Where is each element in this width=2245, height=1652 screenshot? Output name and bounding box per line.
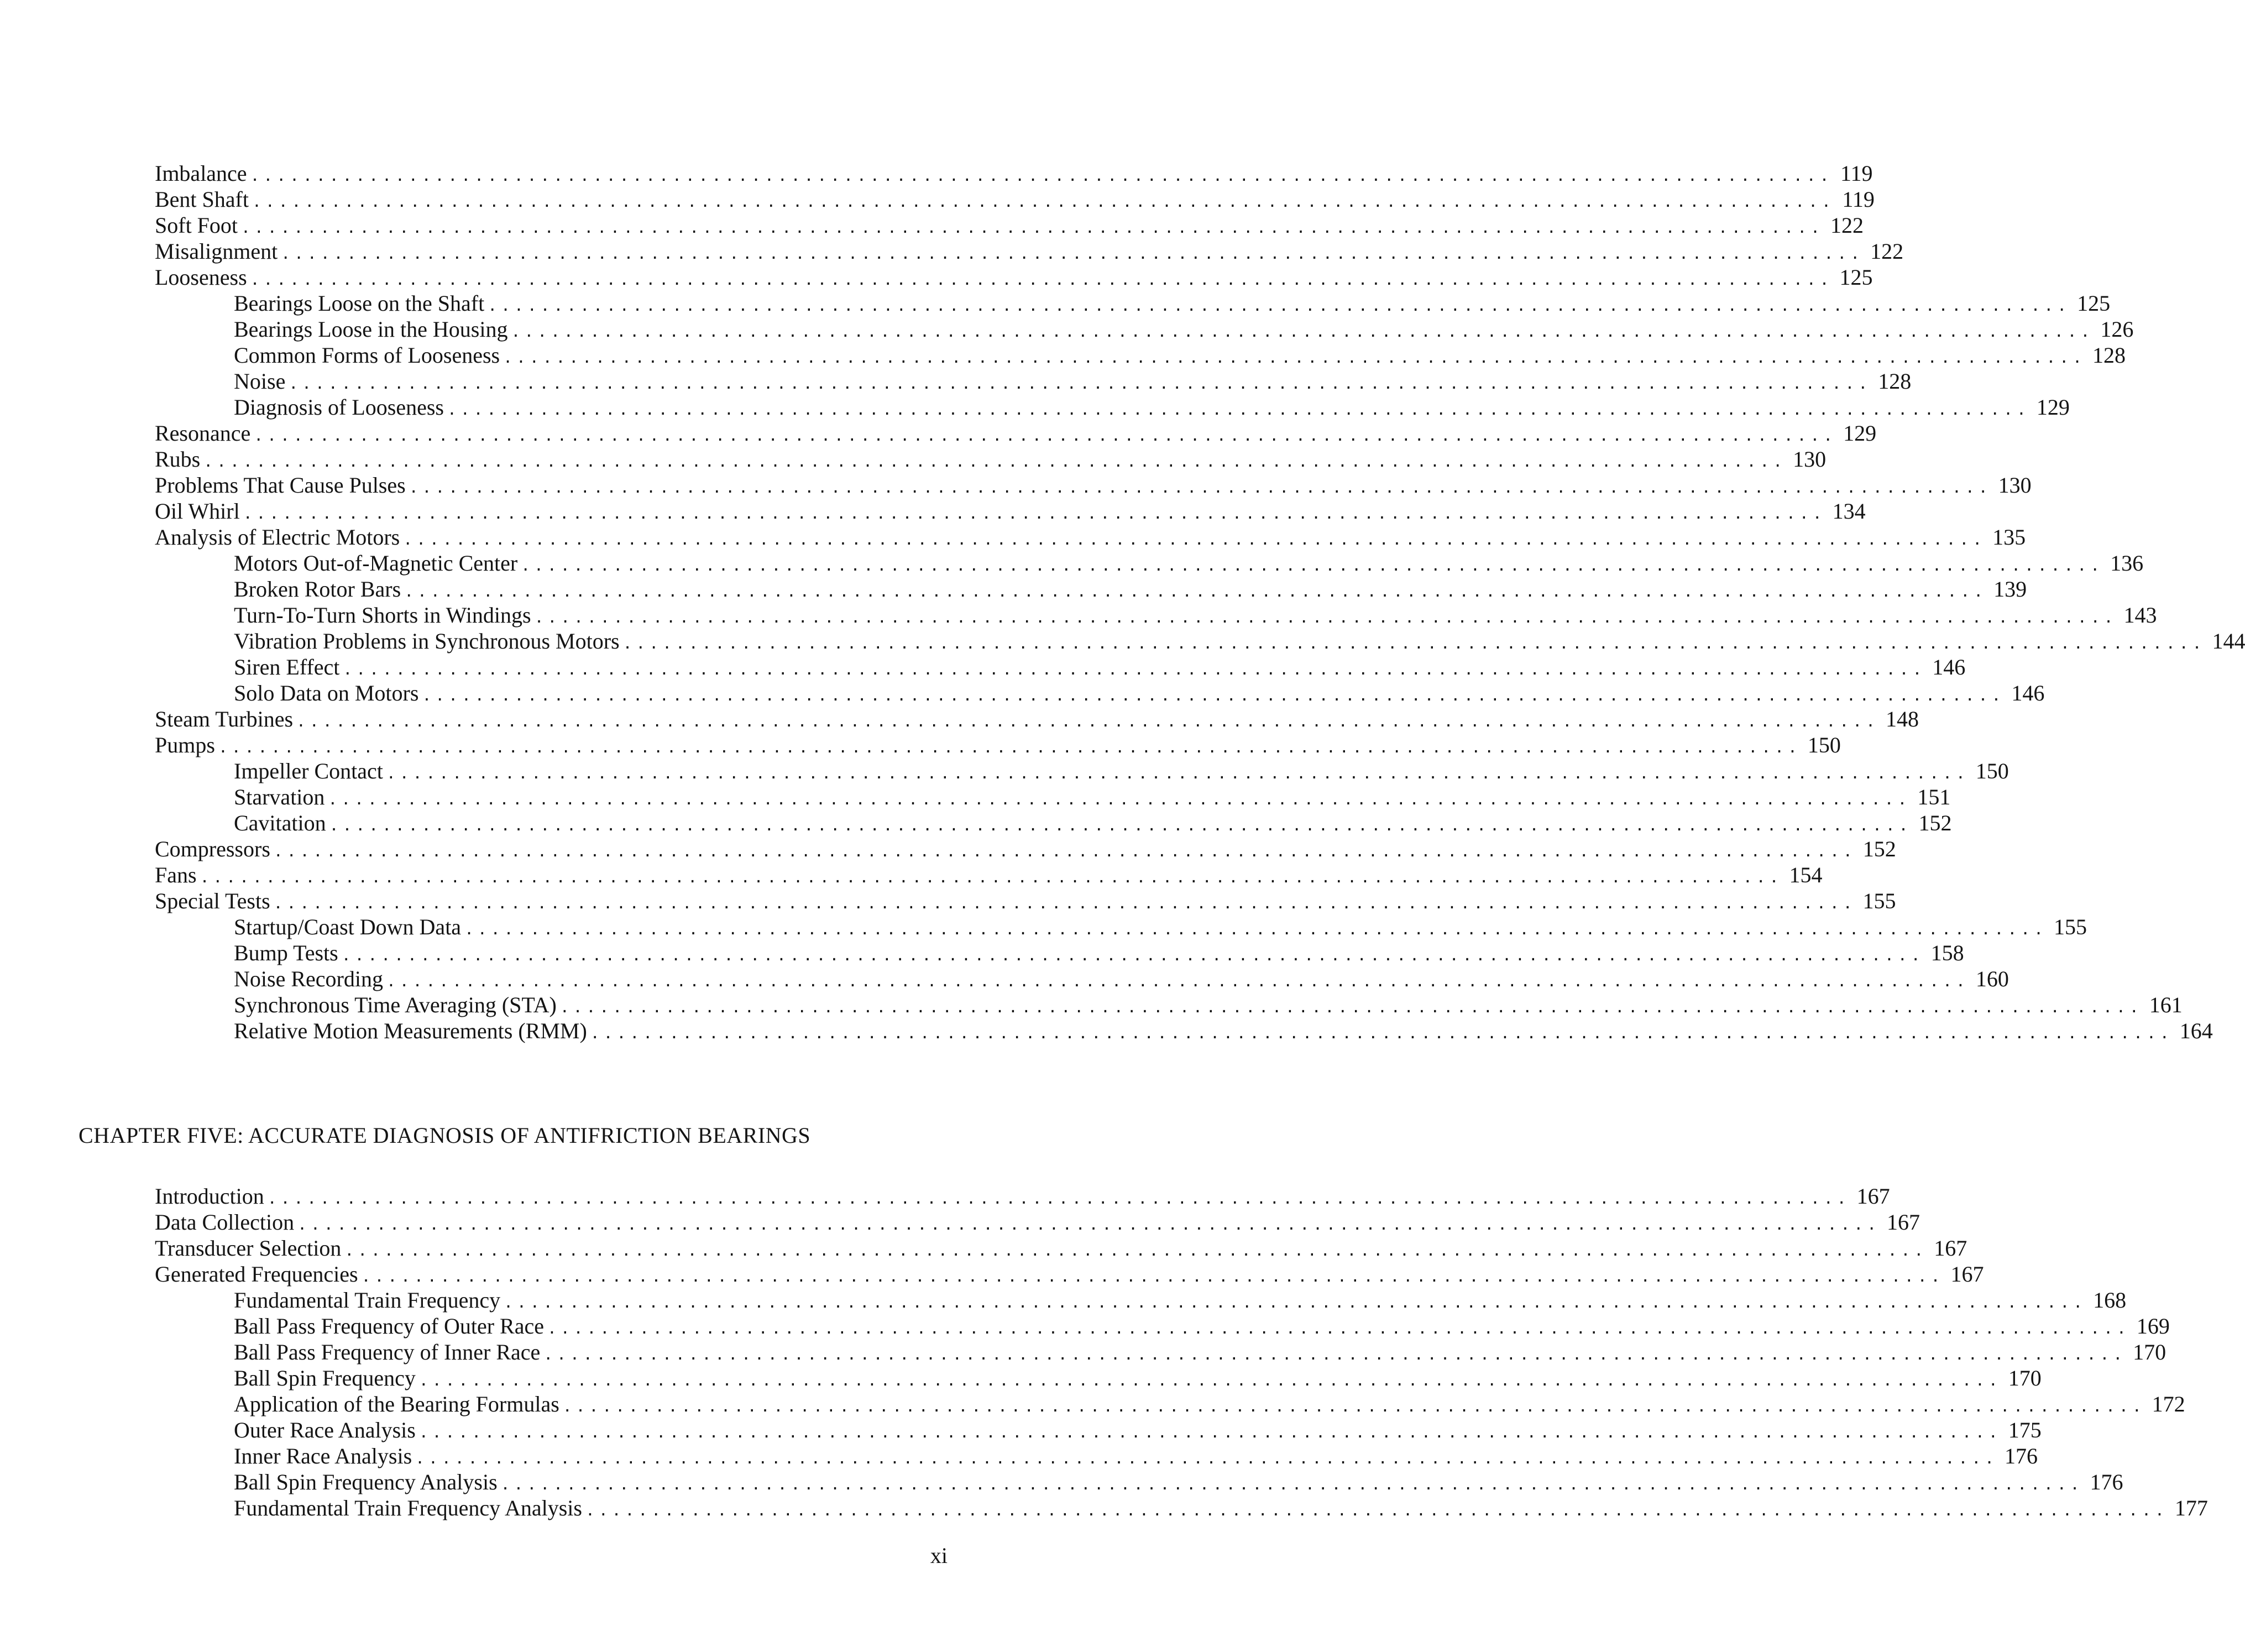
toc-entry: [155, 784, 1951, 810]
toc-entry-page: 170: [2133, 1340, 2166, 1365]
toc-entry-page: 150: [1975, 759, 2009, 783]
toc-entry-page: 139: [1993, 577, 2027, 602]
toc-entry-title: Broken Rotor Bars: [234, 577, 401, 602]
toc-entry-title: Rubs: [155, 447, 201, 472]
dot-leader: ........................................................................................................................: [296, 712, 1879, 730]
toc-entry: [155, 186, 1875, 212]
toc-entry-title: Turn-To-Turn Shorts in Windings: [234, 603, 531, 628]
dot-leader: ........................................................................................................................: [418, 1371, 2002, 1389]
toc-entry: [155, 1209, 1920, 1235]
toc-entry-page: 119: [1842, 187, 1875, 212]
toc-entry: [155, 368, 1912, 394]
toc-entry-title: Motors Out-of-Magnetic Center: [234, 551, 518, 576]
toc-entry-page: 164: [2179, 1018, 2213, 1043]
dot-leader: ........................................................................................................................: [562, 1397, 2145, 1415]
dot-leader: ........................................................................................................................: [329, 816, 1912, 834]
dot-leader: ........................................................................................................................: [386, 764, 1969, 782]
toc-entry: [155, 316, 2134, 342]
toc-entry-title: Ball Spin Frequency Analysis: [234, 1470, 498, 1494]
toc-entry-title: Ball Pass Frequency of Outer Race: [234, 1314, 544, 1339]
dot-leader: ........................................................................................................................: [289, 374, 1872, 393]
dot-leader: ........................................................................................................................: [622, 634, 2206, 652]
dot-leader: ........................................................................................................................: [500, 1475, 2084, 1493]
dot-leader: ........................................................................................................................: [273, 842, 1856, 860]
toc-entry-page: 158: [1930, 940, 1964, 965]
toc-entry: [155, 524, 2026, 550]
toc-entry-page: 129: [1843, 421, 1877, 446]
toc-entry-page: 154: [1789, 862, 1823, 887]
toc-entry-page: 135: [1992, 525, 2026, 550]
toc-entry-title: Startup/Coast Down Data: [234, 914, 462, 939]
dot-leader: ........................................................................................................................: [543, 1345, 2127, 1363]
toc-entry: [155, 160, 1873, 186]
dot-leader: ........................................................................................................................: [203, 452, 1787, 470]
dot-leader: ........................................................................................................................: [422, 686, 2005, 704]
toc-entry: [155, 862, 1823, 888]
toc-entry-title: Synchronous Time Averaging (STA): [234, 992, 557, 1017]
dot-leader: ........................................................................................................................: [590, 1024, 2173, 1042]
toc-entry-title: Application of the Bearing Formulas: [234, 1392, 559, 1416]
toc-entry-page: 167: [1934, 1236, 1967, 1261]
dot-leader: ........................................................................................................................: [297, 1215, 1881, 1233]
toc-entry-page: 129: [2036, 395, 2070, 420]
dot-leader: ........................................................................................................................: [218, 738, 1801, 756]
toc-entry-title: Oil Whirl: [155, 499, 240, 524]
toc-entry-page: 168: [2093, 1288, 2127, 1313]
toc-entry-title: Introduction: [155, 1184, 264, 1209]
toc-entry-page: 150: [1807, 733, 1841, 757]
toc-entry-title: Siren Effect: [234, 655, 340, 679]
toc-entry-title: Looseness: [155, 265, 247, 290]
toc-entry: [155, 1417, 2042, 1443]
toc-entry: [155, 498, 1866, 524]
toc-entry: [155, 472, 2032, 498]
dot-leader: ........................................................................................................................: [250, 270, 1833, 289]
toc-entry: [155, 602, 2157, 628]
dot-leader: ........................................................................................................................: [521, 556, 2104, 574]
toc-entry: [155, 654, 1966, 680]
toc-entry-title: Inner Race Analysis: [234, 1444, 412, 1468]
toc-entry: [155, 1287, 2127, 1313]
toc-entry-page: 152: [1862, 837, 1896, 861]
dot-leader: ........................................................................................................................: [281, 244, 1864, 263]
toc-entry-title: Ball Pass Frequency of Inner Race: [234, 1340, 541, 1365]
toc-entry: [155, 1469, 2123, 1495]
toc-entry-page: 144: [2212, 629, 2245, 654]
toc-entry: [155, 1443, 2038, 1469]
toc-entry-page: 146: [1932, 655, 1966, 679]
toc-entry-title: Ball Spin Frequency: [234, 1366, 416, 1390]
toc-entry-page: 152: [1918, 811, 1952, 835]
toc-entry-page: 175: [2008, 1418, 2042, 1442]
toc-entry: [155, 1365, 2042, 1391]
toc-entry-page: 167: [1856, 1184, 1890, 1209]
toc-entry-page: 128: [2092, 343, 2126, 368]
toc-entry-page: 146: [2011, 681, 2045, 705]
toc-entry-title: Solo Data on Motors: [234, 681, 419, 705]
dot-leader: ........................................................................................................................: [328, 790, 1911, 808]
toc-entry: [155, 264, 1873, 290]
dot-leader: ........................................................................................................................: [252, 192, 1835, 211]
toc-entry-title: Special Tests: [155, 888, 270, 913]
toc-entry: [155, 966, 2009, 992]
dot-leader: ........................................................................................................................: [409, 478, 1992, 496]
toc-entry: [155, 680, 2045, 706]
dot-leader: ........................................................................................................................: [267, 1189, 1850, 1207]
toc-entry: [155, 290, 2111, 316]
toc-entry: [155, 914, 2087, 940]
dot-leader: ........................................................................................................................: [511, 322, 2094, 341]
toc-entry-title: Starvation: [234, 785, 325, 809]
dot-leader: ........................................................................................................................: [585, 1501, 2168, 1519]
toc-entry-title: Analysis of Electric Motors: [155, 525, 400, 550]
toc-entry: [155, 1018, 2213, 1044]
dot-leader: ........................................................................................................................: [559, 998, 2143, 1016]
toc-entry-title: Steam Turbines: [155, 707, 294, 731]
toc-entry: [155, 446, 1827, 472]
toc-entry-page: 119: [1840, 161, 1873, 186]
dot-leader: ........................................................................................................................: [254, 426, 1837, 445]
toc-entry-page: 160: [1975, 966, 2009, 991]
toc-entry-page: 125: [1839, 265, 1873, 290]
toc-entry-page: 148: [1885, 707, 1919, 731]
toc-entry-title: Pumps: [155, 733, 215, 757]
toc-entry-title: Imbalance: [155, 161, 247, 186]
toc-entry-title: Noise Recording: [234, 966, 383, 991]
dot-leader: ........................................................................................................................: [273, 894, 1856, 912]
dot-leader: ........................................................................................................................: [341, 946, 1924, 964]
toc-entry: [155, 1183, 1890, 1209]
toc-entry: [155, 758, 2009, 784]
toc-entry-title: Data Collection: [155, 1210, 295, 1235]
toc-entry-page: 136: [2110, 551, 2144, 576]
toc-entry-page: 176: [2005, 1444, 2038, 1468]
toc-entry: [155, 628, 2245, 654]
toc-entry-title: Resonance: [155, 421, 251, 446]
toc-entry: [155, 992, 2183, 1018]
toc-entry-title: Transducer Selection: [155, 1236, 342, 1261]
dot-leader: ........................................................................................................................: [343, 660, 1926, 678]
toc-entry-page: 172: [2152, 1392, 2185, 1416]
toc-entry-title: Bump Tests: [234, 940, 338, 965]
toc-entry-page: 122: [1830, 213, 1864, 238]
toc-entry-page: 126: [2100, 317, 2134, 342]
toc-entry: [155, 1391, 2185, 1417]
toc-entry-page: 169: [2136, 1314, 2170, 1339]
toc-entry-title: Compressors: [155, 837, 270, 861]
toc-entry-title: Fundamental Train Frequency Analysis: [234, 1496, 582, 1520]
toc-entry-title: Relative Motion Measurements (RMM): [234, 1018, 587, 1043]
toc-entry-page: 155: [2053, 914, 2087, 939]
dot-leader: ........................................................................................................................: [503, 348, 2086, 367]
toc-entry-page: 125: [2077, 291, 2111, 316]
dot-leader: ........................................................................................................................: [386, 972, 1969, 990]
toc-section-chapter-five: [155, 1183, 2208, 1521]
dot-leader: ........................................................................................................................: [547, 1319, 2130, 1337]
toc-entry: [155, 940, 1964, 966]
toc-entry-page: 167: [1887, 1210, 1920, 1235]
dot-leader: ........................................................................................................................: [361, 1267, 1944, 1285]
toc-entry-page: 130: [1998, 473, 2032, 498]
toc-entry: [155, 836, 1896, 862]
toc-entry: [155, 810, 1952, 836]
dot-leader: ........................................................................................................................: [243, 504, 1826, 522]
toc-entry-title: Fans: [155, 862, 197, 887]
toc-entry-title: Outer Race Analysis: [234, 1418, 416, 1442]
dot-leader: ........................................................................................................................: [418, 1423, 2002, 1441]
toc-entry: [155, 1261, 1984, 1287]
dot-leader: ........................................................................................................................: [250, 166, 1833, 185]
dot-leader: ........................................................................................................................: [534, 608, 2117, 626]
toc-entry-title: Soft Foot: [155, 213, 238, 238]
chapter-heading: CHAPTER FIVE: ACCURATE DIAGNOSIS OF ANTIFRICTION BEARINGS: [79, 1123, 811, 1148]
toc-entry-title: Problems That Cause Pulses: [155, 473, 406, 498]
toc-entry: [155, 550, 2144, 576]
toc-entry: [155, 1339, 2166, 1365]
toc-entry-page: 170: [2008, 1366, 2042, 1390]
dot-leader: ........................................................................................................................: [415, 1449, 1998, 1467]
toc-entry-page: 134: [1832, 499, 1866, 524]
dot-leader: ........................................................................................................................: [464, 920, 2047, 938]
toc-entry-page: 130: [1793, 447, 1827, 472]
toc-entry: [155, 1313, 2170, 1339]
toc-entry: [155, 732, 1841, 758]
toc-entry: [155, 1235, 1967, 1261]
dot-leader: ........................................................................................................................: [241, 218, 1824, 237]
toc-section-chapter-four: [155, 160, 2245, 1044]
toc-entry-page: 143: [2123, 603, 2157, 628]
toc-entry-page: 161: [2149, 992, 2183, 1017]
toc-entry: [155, 342, 2126, 368]
toc-entry-title: Misalignment: [155, 239, 278, 264]
toc-entry-page: 151: [1917, 785, 1951, 809]
toc-entry: [155, 888, 1896, 914]
toc-entry-page: 128: [1878, 369, 1912, 394]
page-number: xi: [930, 1543, 948, 1568]
toc-entry-page: 122: [1870, 239, 1904, 264]
toc-entry: [155, 576, 2027, 602]
toc-entry-page: 177: [2174, 1496, 2208, 1520]
toc-entry: [155, 1495, 2208, 1521]
toc-entry: [155, 420, 1877, 446]
toc-entry-title: Bent Shaft: [155, 187, 249, 212]
dot-leader: ........................................................................................................................: [344, 1241, 1928, 1259]
toc-entry-title: Fundamental Train Frequency: [234, 1288, 501, 1313]
toc-entry-title: Vibration Problems in Synchronous Motors: [234, 629, 620, 654]
toc-entry-title: Diagnosis of Looseness: [234, 395, 444, 420]
dot-leader: ........................................................................................................................: [403, 530, 1986, 548]
dot-leader: ........................................................................................................................: [404, 582, 1987, 600]
dot-leader: ........................................................................................................................: [488, 296, 2071, 315]
dot-leader: ........................................................................................................................: [200, 868, 1783, 886]
toc-entry-title: Common Forms of Looseness: [234, 343, 500, 368]
toc-entry-page: 155: [1862, 888, 1896, 913]
dot-leader: ........................................................................................................................: [447, 400, 2030, 419]
toc-entry: [155, 212, 1864, 238]
toc-entry: [155, 238, 1904, 264]
toc-entry-title: Noise: [234, 369, 286, 394]
toc-entry-title: Bearings Loose in the Housing: [234, 317, 508, 342]
toc-entry-page: 167: [1950, 1262, 1984, 1287]
toc-entry-title: Bearings Loose on the Shaft: [234, 291, 485, 316]
toc-entry-title: Cavitation: [234, 811, 326, 835]
toc-entry-title: Generated Frequencies: [155, 1262, 358, 1287]
toc-entry: [155, 706, 1919, 732]
toc-entry: [155, 394, 2070, 420]
toc-entry-page: 176: [2090, 1470, 2123, 1494]
toc-entry-title: Impeller Contact: [234, 759, 383, 783]
dot-leader: ........................................................................................................................: [504, 1293, 2087, 1311]
